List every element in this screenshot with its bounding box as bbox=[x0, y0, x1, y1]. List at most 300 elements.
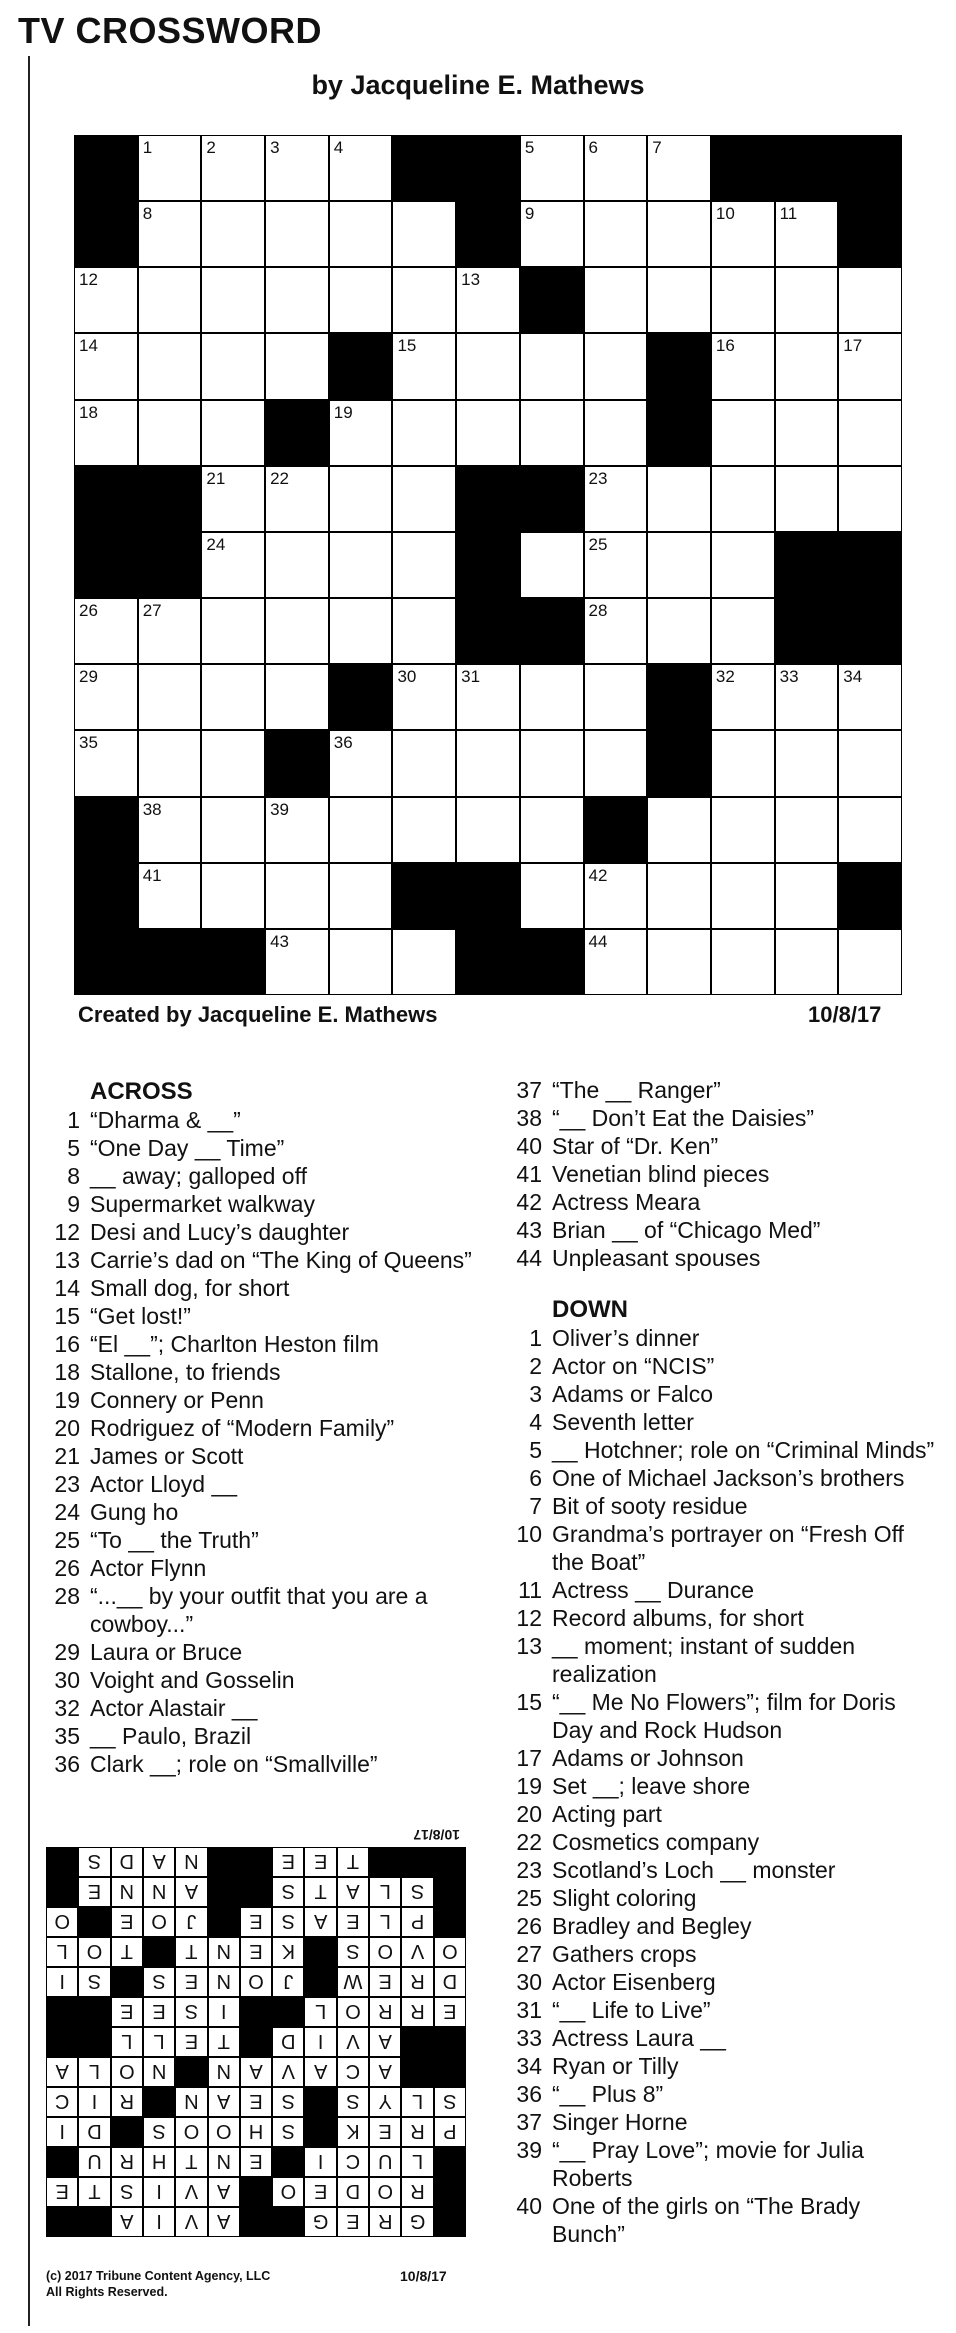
clue-item bbox=[498, 2192, 938, 2248]
clue-text: Singer Horne bbox=[552, 2109, 688, 2135]
answer-letter: A bbox=[369, 2057, 401, 2087]
grid-square[interactable] bbox=[711, 664, 775, 730]
grid-square[interactable] bbox=[329, 598, 393, 664]
grid-square[interactable] bbox=[265, 466, 329, 532]
grid-square[interactable] bbox=[711, 598, 775, 664]
clue-item bbox=[36, 1666, 506, 1694]
answer-letter: E bbox=[337, 1907, 369, 1937]
grid-square[interactable] bbox=[265, 135, 329, 201]
grid-square[interactable] bbox=[647, 532, 711, 598]
clue-number: 34 bbox=[516, 2053, 542, 2079]
grid-square[interactable] bbox=[775, 267, 839, 333]
grid-square[interactable] bbox=[456, 267, 520, 333]
square-number: 15 bbox=[397, 336, 417, 356]
answer-block bbox=[240, 2027, 272, 2057]
clue-number: 25 bbox=[516, 1885, 542, 1911]
answer-letter: D bbox=[272, 2027, 304, 2057]
answer-letter: E bbox=[111, 1907, 143, 1937]
grid-square[interactable] bbox=[392, 730, 456, 796]
answer-block bbox=[143, 1937, 175, 1967]
clue-item bbox=[498, 1772, 938, 1800]
grid-block bbox=[329, 664, 393, 730]
grid-square[interactable] bbox=[138, 135, 202, 201]
grid-square[interactable] bbox=[838, 333, 902, 399]
grid-square[interactable] bbox=[201, 598, 265, 664]
grid-square[interactable] bbox=[647, 201, 711, 267]
answer-letter: E bbox=[240, 1907, 272, 1937]
answer-letter: E bbox=[304, 1847, 336, 1877]
grid-square[interactable] bbox=[138, 664, 202, 730]
clue-item bbox=[36, 1526, 506, 1554]
grid-square[interactable] bbox=[838, 664, 902, 730]
answer-block bbox=[434, 1907, 466, 1937]
answer-letter: O bbox=[434, 1937, 466, 1967]
answer-letter: O bbox=[369, 1937, 401, 1967]
square-number: 9 bbox=[524, 204, 535, 224]
grid-square[interactable] bbox=[520, 797, 584, 863]
clue-number: 5 bbox=[529, 1437, 542, 1463]
square-number: 12 bbox=[79, 270, 98, 290]
clue-number: 25 bbox=[54, 1527, 80, 1553]
left-rule bbox=[28, 56, 30, 2326]
clue-text: Bradley and Begley bbox=[552, 1913, 752, 1939]
clue-item bbox=[36, 1554, 506, 1582]
down-heading: DOWN bbox=[552, 1296, 628, 1323]
clue-item bbox=[36, 1162, 506, 1190]
grid-square[interactable] bbox=[647, 466, 711, 532]
square-number: 44 bbox=[588, 931, 608, 951]
answer-letter: A bbox=[208, 2087, 240, 2117]
grid-square[interactable] bbox=[838, 400, 902, 466]
answer-letter: R bbox=[401, 1997, 433, 2027]
clue-text: “One Day __ Time” bbox=[90, 1135, 285, 1161]
grid-square[interactable] bbox=[584, 863, 648, 929]
grid-square[interactable] bbox=[265, 333, 329, 399]
clue-number: 8 bbox=[67, 1163, 80, 1189]
grid-square[interactable] bbox=[647, 135, 711, 201]
answer-letter: S bbox=[111, 2177, 143, 2207]
grid-square[interactable] bbox=[201, 863, 265, 929]
clue-text: Ryan or Tilly bbox=[552, 2053, 679, 2079]
copyright-line: (c) 2017 Tribune Content Agency, LLC bbox=[46, 2269, 271, 2283]
grid-square[interactable] bbox=[456, 797, 520, 863]
clue-item bbox=[498, 2052, 938, 2080]
grid-square[interactable] bbox=[647, 598, 711, 664]
answer-letter: E bbox=[240, 1937, 272, 1967]
square-number: 3 bbox=[270, 138, 280, 157]
clue-number: 35 bbox=[54, 1723, 80, 1749]
clue-text: Record albums, for short bbox=[552, 1605, 804, 1631]
grid-square[interactable] bbox=[74, 267, 138, 333]
grid-square[interactable] bbox=[584, 400, 648, 466]
answer-letter: L bbox=[369, 1907, 401, 1937]
answer-block bbox=[240, 2207, 272, 2237]
grid-square[interactable] bbox=[456, 333, 520, 399]
grid-square[interactable] bbox=[584, 664, 648, 730]
grid-square[interactable] bbox=[647, 267, 711, 333]
grid-square[interactable] bbox=[584, 135, 648, 201]
grid-square[interactable] bbox=[584, 201, 648, 267]
grid-square[interactable] bbox=[201, 466, 265, 532]
answer-letter: R bbox=[111, 2147, 143, 2177]
grid-square[interactable] bbox=[201, 664, 265, 730]
grid-square[interactable] bbox=[775, 929, 839, 995]
square-number: 21 bbox=[206, 468, 226, 488]
answer-letter: O bbox=[175, 2117, 207, 2147]
square-number: 13 bbox=[461, 270, 481, 290]
answer-letter: L bbox=[369, 1877, 401, 1907]
grid-credit: Created by Jacqueline E. Mathews bbox=[78, 1002, 438, 1027]
grid-square[interactable] bbox=[584, 532, 648, 598]
square-number: 38 bbox=[142, 799, 162, 819]
grid-block bbox=[584, 797, 648, 863]
answer-letter: O bbox=[78, 1937, 110, 1967]
answer-letter: T bbox=[175, 2147, 207, 2177]
grid-square[interactable] bbox=[201, 201, 265, 267]
across-clue-list-continued bbox=[498, 1076, 938, 1272]
grid-square[interactable] bbox=[711, 400, 775, 466]
grid-square[interactable] bbox=[584, 598, 648, 664]
grid-square[interactable] bbox=[838, 929, 902, 995]
grid-square[interactable] bbox=[329, 730, 393, 796]
clue-number: 40 bbox=[516, 1133, 542, 1159]
grid-square[interactable] bbox=[775, 466, 839, 532]
square-number: 31 bbox=[461, 667, 481, 687]
grid-square[interactable] bbox=[201, 730, 265, 796]
grid-square[interactable] bbox=[456, 400, 520, 466]
grid-square[interactable] bbox=[520, 863, 584, 929]
copyright-notice bbox=[46, 2268, 270, 2300]
clue-text: Adams or Falco bbox=[552, 1381, 714, 1407]
grid-block bbox=[456, 598, 520, 664]
clue-text: Gathers crops bbox=[552, 1941, 697, 1967]
clue-item bbox=[498, 2080, 938, 2108]
grid-square[interactable] bbox=[265, 532, 329, 598]
grid-square[interactable] bbox=[584, 466, 648, 532]
across-clue-list bbox=[36, 1106, 506, 1778]
answer-letter: O bbox=[369, 2177, 401, 2207]
square-number: 17 bbox=[843, 336, 863, 356]
grid-square[interactable] bbox=[775, 201, 839, 267]
grid-square[interactable] bbox=[520, 201, 584, 267]
grid-block bbox=[265, 730, 329, 796]
grid-square[interactable] bbox=[711, 797, 775, 863]
answer-letter: A bbox=[337, 1877, 369, 1907]
grid-square[interactable] bbox=[711, 532, 775, 598]
grid-square[interactable] bbox=[138, 797, 202, 863]
grid-square[interactable] bbox=[138, 333, 202, 399]
grid-square[interactable] bbox=[775, 863, 839, 929]
clue-number: 12 bbox=[516, 1605, 542, 1631]
clue-item bbox=[36, 1414, 506, 1442]
answer-block bbox=[240, 1847, 272, 1877]
grid-square[interactable] bbox=[775, 664, 839, 730]
answer-block bbox=[434, 1877, 466, 1907]
answer-block bbox=[434, 2027, 466, 2057]
answer-key bbox=[46, 1820, 466, 2255]
grid-square[interactable] bbox=[329, 135, 393, 201]
grid-square[interactable] bbox=[711, 730, 775, 796]
grid-square[interactable] bbox=[201, 532, 265, 598]
answer-letter: S bbox=[272, 2117, 304, 2147]
grid-block bbox=[138, 466, 202, 532]
grid-square[interactable] bbox=[201, 135, 265, 201]
answer-key-upside-down bbox=[46, 1820, 466, 2255]
clue-item bbox=[498, 1604, 938, 1632]
clue-text: “__ Plus 8” bbox=[552, 2081, 664, 2107]
answer-letter: J bbox=[272, 1967, 304, 1997]
grid-block bbox=[74, 135, 138, 201]
answer-letter: Y bbox=[369, 2087, 401, 2117]
clue-text: __ Paulo, Brazil bbox=[90, 1723, 252, 1749]
answer-block bbox=[78, 1907, 110, 1937]
grid-square[interactable] bbox=[711, 466, 775, 532]
grid-block bbox=[838, 532, 902, 598]
clue-item bbox=[36, 1750, 506, 1778]
clue-text: Supermarket walkway bbox=[90, 1191, 315, 1217]
answer-letter: O bbox=[337, 1997, 369, 2027]
answer-letter: V bbox=[175, 2177, 207, 2207]
clue-item bbox=[498, 1188, 938, 1216]
answer-letter: E bbox=[240, 2087, 272, 2117]
answer-letter: E bbox=[143, 1997, 175, 2027]
grid-square[interactable] bbox=[329, 797, 393, 863]
grid-block bbox=[74, 929, 138, 995]
grid-square[interactable] bbox=[775, 400, 839, 466]
answer-letter: N bbox=[208, 2147, 240, 2177]
answer-letter: U bbox=[369, 2147, 401, 2177]
grid-square[interactable] bbox=[711, 929, 775, 995]
grid-square[interactable] bbox=[329, 929, 393, 995]
answer-block bbox=[111, 2117, 143, 2147]
grid-square[interactable] bbox=[392, 929, 456, 995]
grid-square[interactable] bbox=[392, 598, 456, 664]
grid-square[interactable] bbox=[265, 929, 329, 995]
answer-letter: L bbox=[143, 2027, 175, 2057]
clue-number: 21 bbox=[54, 1443, 80, 1469]
answer-letter: A bbox=[208, 2177, 240, 2207]
grid-square[interactable] bbox=[329, 532, 393, 598]
grid-square[interactable] bbox=[392, 333, 456, 399]
grid-square[interactable] bbox=[201, 797, 265, 863]
clue-text: Laura or Bruce bbox=[90, 1639, 243, 1665]
grid-square[interactable] bbox=[392, 664, 456, 730]
answer-letter: V bbox=[401, 1937, 433, 1967]
grid-square[interactable] bbox=[456, 730, 520, 796]
clue-text: One of the girls on “The Brady Bunch” bbox=[552, 2193, 861, 2247]
grid-block bbox=[775, 598, 839, 664]
grid-square[interactable] bbox=[392, 466, 456, 532]
clue-item bbox=[498, 1464, 938, 1492]
grid-square[interactable] bbox=[711, 333, 775, 399]
clue-number: 44 bbox=[516, 1245, 542, 1271]
clue-item bbox=[498, 1216, 938, 1244]
grid-block bbox=[775, 135, 839, 201]
grid-square[interactable] bbox=[265, 797, 329, 863]
answer-block bbox=[46, 1847, 78, 1877]
answer-letter: S bbox=[175, 1997, 207, 2027]
grid-block bbox=[74, 466, 138, 532]
clue-number: 3 bbox=[529, 1381, 542, 1407]
grid-square[interactable] bbox=[74, 598, 138, 664]
grid-square[interactable] bbox=[392, 532, 456, 598]
grid-square[interactable] bbox=[456, 664, 520, 730]
grid-square[interactable] bbox=[392, 797, 456, 863]
grid-square[interactable] bbox=[647, 863, 711, 929]
clue-number: 12 bbox=[54, 1219, 80, 1245]
grid-square[interactable] bbox=[711, 267, 775, 333]
clue-text: Cosmetics company bbox=[552, 1829, 760, 1855]
answer-letter: S bbox=[272, 1877, 304, 1907]
grid-square[interactable] bbox=[520, 664, 584, 730]
grid-square[interactable] bbox=[520, 333, 584, 399]
grid-square[interactable] bbox=[138, 598, 202, 664]
clue-number: 33 bbox=[516, 2025, 542, 2051]
clue-text: Grandma’s portrayer on “Fresh Off the Boat” bbox=[552, 1521, 904, 1575]
grid-square[interactable] bbox=[520, 532, 584, 598]
grid-square[interactable] bbox=[392, 267, 456, 333]
grid-square[interactable] bbox=[201, 267, 265, 333]
grid-square[interactable] bbox=[329, 466, 393, 532]
grid-square[interactable] bbox=[329, 400, 393, 466]
grid-block bbox=[456, 863, 520, 929]
clue-number: 4 bbox=[529, 1409, 542, 1435]
clues-right-column bbox=[498, 1076, 938, 2248]
answer-letter: S bbox=[434, 2087, 466, 2117]
square-number: 27 bbox=[142, 601, 162, 621]
grid-square[interactable] bbox=[775, 797, 839, 863]
clue-number: 2 bbox=[529, 1353, 542, 1379]
clue-text: Acting part bbox=[552, 1801, 662, 1827]
clue-item bbox=[498, 1132, 938, 1160]
grid-square[interactable] bbox=[392, 400, 456, 466]
grid-square[interactable] bbox=[201, 333, 265, 399]
answer-letter: K bbox=[337, 2117, 369, 2147]
grid-square[interactable] bbox=[520, 135, 584, 201]
clue-number: 13 bbox=[516, 1633, 542, 1659]
answer-letter: T bbox=[208, 2027, 240, 2057]
grid-square[interactable] bbox=[265, 201, 329, 267]
grid-square[interactable] bbox=[329, 267, 393, 333]
grid-square[interactable] bbox=[265, 598, 329, 664]
answer-letter: O bbox=[143, 1907, 175, 1937]
answer-letter: A bbox=[143, 1847, 175, 1877]
grid-square[interactable] bbox=[329, 201, 393, 267]
answer-letter: S bbox=[78, 1967, 110, 1997]
grid-square[interactable] bbox=[74, 664, 138, 730]
grid-square[interactable] bbox=[775, 730, 839, 796]
answer-letter: L bbox=[78, 2057, 110, 2087]
grid-square[interactable] bbox=[138, 730, 202, 796]
clue-item bbox=[498, 2108, 938, 2136]
clue-number: 6 bbox=[529, 1465, 542, 1491]
grid-square[interactable] bbox=[584, 267, 648, 333]
grid-block bbox=[456, 929, 520, 995]
answer-block bbox=[272, 2207, 304, 2237]
clue-item bbox=[498, 1828, 938, 1856]
clue-text: Actor Eisenberg bbox=[552, 1969, 716, 1995]
grid-square[interactable] bbox=[138, 201, 202, 267]
clue-number: 14 bbox=[54, 1275, 80, 1301]
grid-square[interactable] bbox=[74, 730, 138, 796]
grid-square[interactable] bbox=[584, 929, 648, 995]
grid-square[interactable] bbox=[647, 797, 711, 863]
answer-letter: I bbox=[143, 2207, 175, 2237]
grid-square[interactable] bbox=[265, 267, 329, 333]
clue-text: Venetian blind pieces bbox=[552, 1161, 770, 1187]
square-number: 42 bbox=[588, 865, 608, 885]
grid-square[interactable] bbox=[74, 400, 138, 466]
square-number: 11 bbox=[779, 204, 798, 224]
answer-letter: N bbox=[143, 1877, 175, 1907]
grid-square[interactable] bbox=[520, 730, 584, 796]
clue-text: Voight and Gosselin bbox=[90, 1667, 295, 1693]
grid-square[interactable] bbox=[711, 201, 775, 267]
clue-item bbox=[36, 1358, 506, 1386]
grid-square[interactable] bbox=[711, 863, 775, 929]
answer-letter: H bbox=[143, 2147, 175, 2177]
clue-item bbox=[498, 1744, 938, 1772]
clue-item bbox=[36, 1470, 506, 1498]
grid-square[interactable] bbox=[838, 797, 902, 863]
grid-square[interactable] bbox=[329, 863, 393, 929]
answer-letter: S bbox=[143, 2117, 175, 2147]
grid-block bbox=[74, 797, 138, 863]
grid-square[interactable] bbox=[775, 333, 839, 399]
grid-square[interactable] bbox=[138, 863, 202, 929]
clue-text: __ moment; instant of sudden realization bbox=[552, 1633, 856, 1687]
clue-text: Actor Alastair __ bbox=[90, 1695, 258, 1721]
grid-square[interactable] bbox=[201, 400, 265, 466]
grid-square[interactable] bbox=[265, 863, 329, 929]
square-number: 41 bbox=[142, 865, 162, 885]
grid-square[interactable] bbox=[265, 664, 329, 730]
clue-number: 16 bbox=[54, 1331, 80, 1357]
grid-square[interactable] bbox=[138, 400, 202, 466]
grid-square[interactable] bbox=[838, 267, 902, 333]
clue-text: Actress __ Durance bbox=[552, 1577, 754, 1603]
grid-square[interactable] bbox=[838, 730, 902, 796]
answer-grid bbox=[46, 1847, 466, 2237]
answer-block bbox=[369, 1847, 401, 1877]
grid-block bbox=[456, 135, 520, 201]
grid-square[interactable] bbox=[138, 267, 202, 333]
answer-letter: S bbox=[272, 1907, 304, 1937]
grid-square[interactable] bbox=[647, 929, 711, 995]
grid-square[interactable] bbox=[584, 730, 648, 796]
clue-number: 39 bbox=[516, 2137, 542, 2163]
grid-block bbox=[711, 135, 775, 201]
clue-number: 20 bbox=[516, 1801, 542, 1827]
clue-number: 23 bbox=[54, 1471, 80, 1497]
clue-text: Adams or Johnson bbox=[552, 1745, 744, 1771]
grid-square[interactable] bbox=[74, 333, 138, 399]
answer-date: 10/8/17 bbox=[400, 2268, 447, 2284]
clue-item bbox=[498, 1520, 938, 1576]
answer-letter: H bbox=[240, 2117, 272, 2147]
grid-square[interactable] bbox=[392, 201, 456, 267]
grid-square[interactable] bbox=[520, 400, 584, 466]
clue-item bbox=[498, 2024, 938, 2052]
answer-block bbox=[46, 1877, 78, 1907]
down-clue-list bbox=[498, 1324, 938, 2248]
grid-square[interactable] bbox=[584, 333, 648, 399]
answer-letter: D bbox=[78, 2117, 110, 2147]
clue-item bbox=[36, 1638, 506, 1666]
clue-number: 37 bbox=[516, 1077, 542, 1103]
grid-square[interactable] bbox=[838, 466, 902, 532]
clue-text: James or Scott bbox=[90, 1443, 244, 1469]
